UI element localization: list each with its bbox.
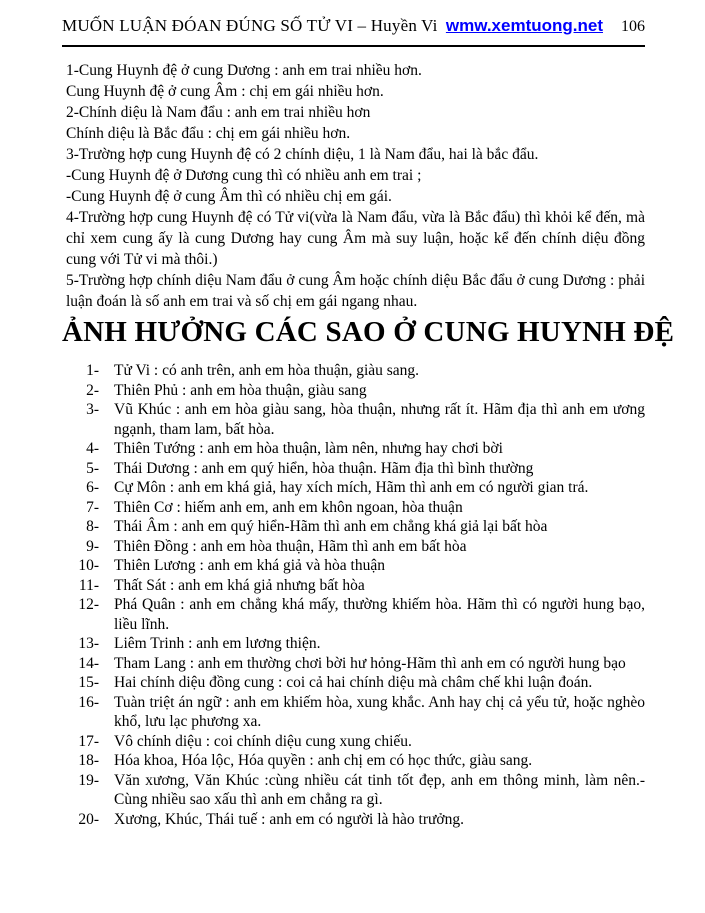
item-text: Thất Sát : anh em khá giả nhưng bất hòa: [114, 576, 365, 594]
item-number: 7-: [86, 498, 99, 516]
list-item: [62, 732, 645, 752]
list-item: [62, 517, 645, 537]
header-link[interactable]: wmw.xemtuong.net: [445, 16, 603, 35]
item-text: Thái Âm : anh em quý hiển-Hãm thì anh em chẳng khá giả lại bất hòa: [114, 518, 548, 535]
list-item: [62, 361, 645, 381]
intro-paragraph: Chính diệu là Bắc đẩu : chị em gái nhiều hơn.: [66, 125, 351, 142]
item-number: 4-: [86, 440, 99, 457]
item-number: 16-: [78, 693, 99, 711]
list-item: [62, 478, 645, 498]
item-text: Thái Dương : anh em quý hiển, hòa thuận. Hãm địa thì bình thường: [114, 459, 534, 477]
intro-paragraph: 5-Trường hợp chính diệu Nam đẩu ở cung Âm hoặc chính diệu Bắc đẩu ở cung Dương : phải luận đoán là số anh em trai và số chị em gái ngang nhau.: [66, 272, 645, 310]
list-item: [62, 459, 645, 479]
section-heading: ẢNH HƯỞNG CÁC SAO Ở CUNG HUYNH ĐỆ: [62, 316, 675, 348]
item-text: Hóa khoa, Hóa lộc, Hóa quyền : anh chị em có học thức, giàu sang.: [114, 752, 533, 769]
list-item: [62, 654, 645, 674]
item-text: Văn xương, Văn Khúc :cùng nhiều cát tinh tốt đẹp, anh em thông minh, làm nên.- Cùng nhiều sao xấu thì anh em chẳng ra gì.: [114, 771, 645, 808]
item-text: Vô chính diệu : coi chính diệu cung xung chiếu.: [114, 732, 412, 750]
item-number: 3-: [86, 401, 99, 418]
item-number: 9-: [86, 537, 99, 555]
list-item: [62, 498, 645, 518]
item-number: 5-: [86, 459, 99, 477]
header-title: MUỐN LUẬN ĐÓAN ĐÚNG SỐ TỬ VI – Huyền Vi: [62, 16, 438, 35]
list-item: [62, 439, 645, 459]
item-text: Liêm Trinh : anh em lương thiện.: [114, 635, 321, 652]
list-item: [62, 673, 645, 693]
item-number: 13-: [78, 635, 99, 652]
item-number: 17-: [78, 732, 99, 750]
item-number: 18-: [78, 752, 99, 769]
list-item: [62, 381, 645, 401]
list-item: [62, 751, 645, 771]
item-text: Xương, Khúc, Thái tuế : anh em có người là hào trưởng.: [114, 810, 464, 828]
intro-paragraph: -Cung Huynh đệ ở cung Âm thì có nhiều chị em gái.: [66, 188, 392, 205]
intro-paragraph: 2-Chính diệu là Nam đẩu : anh em trai nhiều hơn: [66, 104, 371, 121]
list-item: [62, 576, 645, 596]
item-text: Thiên Đồng : anh em hòa thuận, Hãm thì anh em bất hòa: [114, 537, 467, 555]
item-text: Vũ Khúc : anh em hòa giàu sang, hòa thuận, nhưng rất ít. Hãm địa thì anh em ương ngạnh, tham lam, bất hòa.: [114, 401, 645, 438]
item-number: 11-: [78, 576, 99, 594]
intro-paragraph: 1-Cung Huynh đệ ở cung Dương : anh em trai nhiều hơn.: [66, 62, 422, 79]
item-number: 15-: [78, 674, 99, 691]
item-text: Tuàn triệt án ngữ : anh em khiếm hòa, xung khắc. Anh hay chị cả yểu tử, hoặc nghèo khổ, lưu lạc phương xa.: [114, 693, 645, 730]
item-number: 6-: [86, 479, 99, 496]
item-number: 20-: [78, 810, 99, 828]
item-number: 19-: [78, 771, 99, 789]
page-number: 106: [621, 18, 645, 35]
item-number: 8-: [86, 518, 99, 535]
star-list: [62, 361, 645, 829]
item-number: 2-: [86, 381, 99, 399]
list-item: [62, 400, 645, 439]
header-divider: [62, 45, 645, 47]
item-number: 1-: [86, 362, 99, 379]
intro-paragraph: -Cung Huynh đệ ở Dương cung thì có nhiều anh em trai ;: [66, 167, 422, 184]
item-text: Thiên Lương : anh em khá giả và hòa thuận: [114, 557, 385, 574]
intro-paragraph: 4-Trường hợp cung Huynh đệ có Tử vi(vừa là Nam đẩu, vừa là Bắc đẩu) thì khỏi kể đến, mà chỉ xem cung ấy là cung Dương hay cung Âm mà suy luận, hoặc kể đến chính diệu đồng cung với Tử vi mà thôi.): [66, 209, 645, 268]
item-text: Tử Vi : có anh trên, anh em hòa thuận, giàu sang.: [114, 362, 420, 379]
item-number: 12-: [78, 596, 99, 613]
list-item: [62, 556, 645, 576]
item-text: Thiên Phủ : anh em hòa thuận, giàu sang: [114, 381, 367, 399]
item-number: 14-: [78, 654, 99, 672]
item-number: 10-: [78, 557, 99, 574]
intro-paragraph: Cung Huynh đệ ở cung Âm : chị em gái nhiều hơn.: [66, 83, 384, 100]
list-item: [62, 810, 645, 830]
list-item: [62, 634, 645, 654]
intro-paragraph: 3-Trường hợp cung Huynh đệ có 2 chính diệu, 1 là Nam đẩu, hai là bắc đẩu.: [66, 146, 539, 163]
item-text: Thiên Tướng : anh em hòa thuận, làm nên, nhưng hay chơi bời: [114, 440, 503, 457]
item-text: Hai chính diệu đồng cung : coi cả hai chính diệu mà châm chế khi luận đoán.: [114, 674, 593, 691]
page-header: [62, 16, 645, 36]
intro: [62, 60, 645, 312]
list-item: [62, 771, 645, 810]
item-text: Cự Môn : anh em khá giả, hay xích mích, Hãm thì anh em có người gian trá.: [114, 479, 589, 496]
item-text: Phá Quân : anh em chẳng khá mấy, thường khiếm hòa. Hãm thì có người hung bạo, liều lĩnh.: [114, 596, 645, 633]
list-item: [62, 595, 645, 634]
list-item: [62, 537, 645, 557]
item-text: Thiên Cơ : hiếm anh em, anh em khôn ngoan, hòa thuận: [114, 498, 463, 516]
item-text: Tham Lang : anh em thường chơi bời hư hỏng-Hãm thì anh em có người hung bạo: [114, 654, 626, 672]
list-item: [62, 693, 645, 732]
